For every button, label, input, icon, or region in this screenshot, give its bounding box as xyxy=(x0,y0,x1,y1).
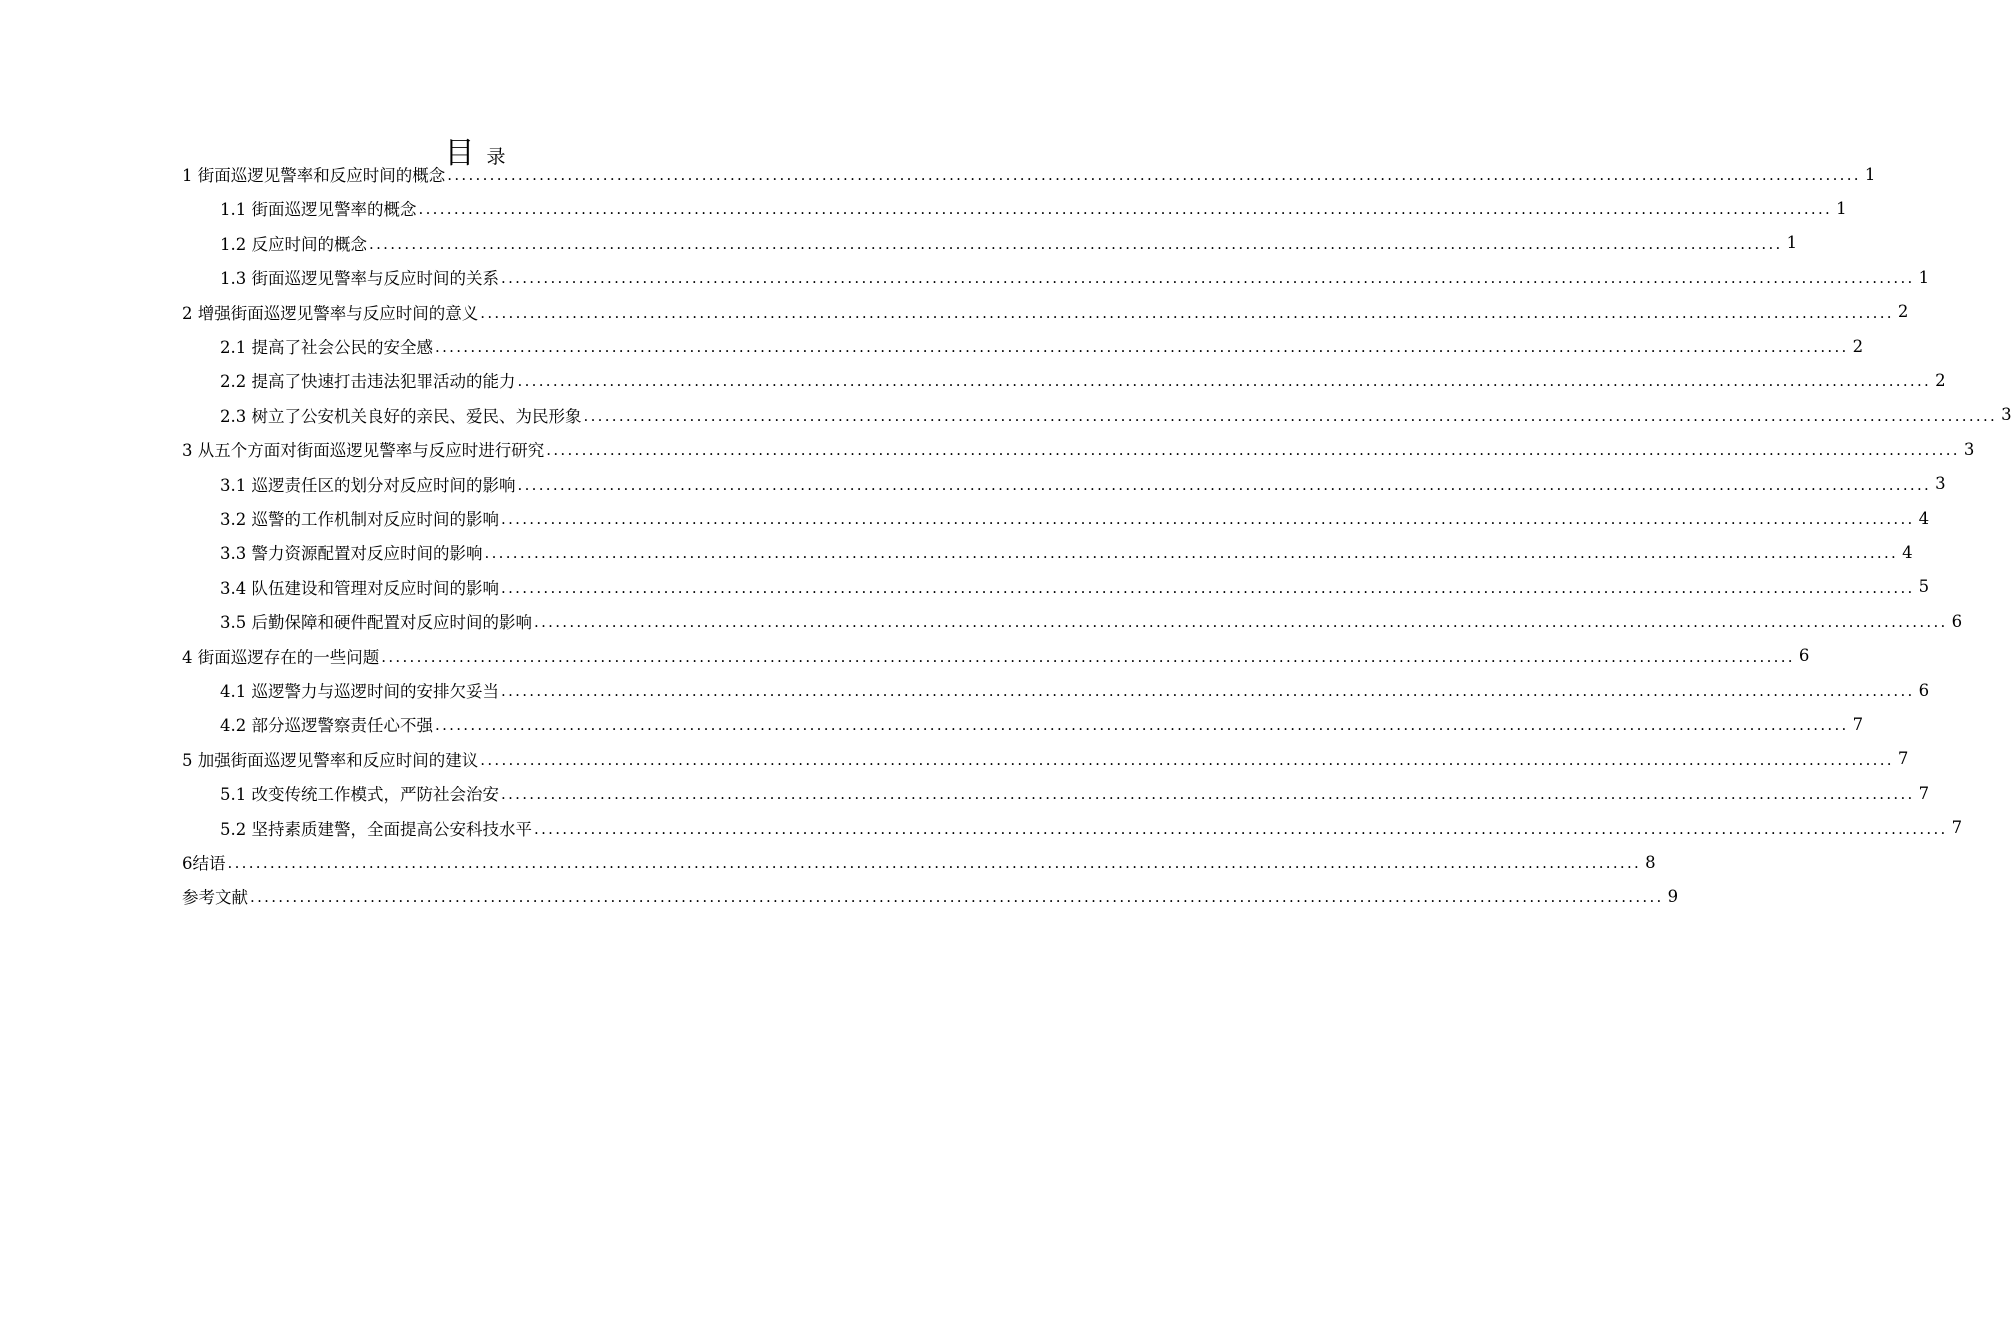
toc-entry-title: 5 加强街面巡逻见警率和反应时间的建议 xyxy=(182,750,479,770)
toc-entry[interactable] xyxy=(220,535,1913,569)
toc-entry-page: 2 xyxy=(1935,370,1946,390)
toc-entry-title: 1.2 反应时间的概念 xyxy=(220,234,367,254)
toc-entry[interactable] xyxy=(220,398,2012,432)
toc-entry-page: 1 xyxy=(1786,233,1798,253)
toc-entry[interactable] xyxy=(220,776,1930,810)
toc-entry[interactable] xyxy=(182,639,1810,673)
toc-entry-title: 3.2 巡警的工作机制对反应时间的影响 xyxy=(220,510,499,529)
toc-entry[interactable] xyxy=(182,432,1975,466)
toc-entry-page: 9 xyxy=(1667,886,1679,906)
toc-entry[interactable] xyxy=(182,742,1909,776)
toc-entry-title: 4.2 部分巡逻警察责任心不强 xyxy=(220,716,433,736)
toc-entry-title: 5.2 坚持素质建警，全面提高公安科技水平 xyxy=(220,819,532,839)
toc-entry[interactable] xyxy=(220,501,1930,535)
toc-dot-leader: ........................................................................................................................................................................................................ xyxy=(250,888,1664,907)
toc-entry-page: 7 xyxy=(1918,783,1930,803)
toc-dot-leader: ........................................................................................................................................................................................................ xyxy=(501,510,1915,528)
toc-dot-leader: ........................................................................................................................................................................................................ xyxy=(480,303,1894,322)
toc-dot-leader: ........................................................................................................................................................................................................ xyxy=(435,338,1849,356)
toc-entry-page: 4 xyxy=(1918,508,1930,528)
toc-entry-title: 参考文献 xyxy=(182,888,248,908)
toc-entry-page: 6 xyxy=(1798,646,1810,666)
toc-dot-leader: ........................................................................................................................................................................................................ xyxy=(435,716,1849,735)
toc-entry-page: 7 xyxy=(1897,749,1909,769)
toc-entry[interactable] xyxy=(220,604,1963,638)
toc-entry-page: 6 xyxy=(1918,680,1930,700)
toc-dot-leader: ........................................................................................................................................................................................................ xyxy=(381,647,1795,666)
toc-entry-title: 1 街面巡逻见警率和反应时间的概念 xyxy=(182,166,446,185)
toc-entry-title: 4 街面巡逻存在的一些问题 xyxy=(182,647,380,667)
toc-dot-leader: ........................................................................................................................................................................................................ xyxy=(447,166,1861,184)
toc-entry[interactable] xyxy=(182,295,1909,329)
toc-entry-page: 1 xyxy=(1918,267,1930,287)
toc-entry-page: 3 xyxy=(1935,474,1946,494)
toc-entry-page: 8 xyxy=(1645,852,1656,872)
toc-dot-leader: ........................................................................................................................................................................................................ xyxy=(227,854,1642,872)
toc-entry-title: 2.2 提高了快速打击违法犯罪活动的能力 xyxy=(220,372,516,392)
toc-entry-title: 3 从五个方面对街面巡逻见警率与反应时进行研究 xyxy=(182,441,545,461)
toc-entry-title: 3.3 警力资源配置对反应时间的影响 xyxy=(220,544,483,564)
toc-entry[interactable] xyxy=(220,329,1864,363)
toc-entry-page: 2 xyxy=(1852,336,1864,356)
toc-entry-page: 4 xyxy=(1902,542,1913,562)
toc-entry[interactable] xyxy=(182,879,1679,913)
toc-entry-title: 2 增强街面巡逻见警率与反应时间的意义 xyxy=(182,303,479,323)
toc-title-sub: 录 xyxy=(486,146,506,168)
toc-entry-title: 1.3 街面巡逻见警率与反应时间的关系 xyxy=(220,269,499,289)
toc-dot-leader: ........................................................................................................................................................................................................ xyxy=(501,269,1915,288)
toc-entry-title: 3.4 队伍建设和管理对反应时间的影响 xyxy=(220,578,499,598)
toc-entry-page: 6 xyxy=(1951,611,1963,631)
toc-entry[interactable] xyxy=(220,570,1930,604)
toc-dot-leader: ........................................................................................................................................................................................................ xyxy=(418,200,1833,219)
toc-entry-page: 2 xyxy=(1897,302,1909,322)
toc-entry-title: 2.3 树立了公安机关良好的亲民、爱民、为民形象 xyxy=(220,406,582,426)
toc-dot-leader: ........................................................................................................................................................................................................ xyxy=(534,613,1948,632)
toc-entry-title: 6结语 xyxy=(182,854,226,873)
toc-dot-leader: ........................................................................................................................................................................................................ xyxy=(517,475,1932,494)
toc-entry-page: 1 xyxy=(1864,164,1876,184)
toc-dot-leader: ........................................................................................................................................................................................................ xyxy=(501,785,1915,804)
toc-entry-title: 1.1 街面巡逻见警率的概念 xyxy=(220,200,417,220)
toc-dot-leader: ........................................................................................................................................................................................................ xyxy=(517,372,1932,391)
toc-entry-page: 3 xyxy=(2001,405,2012,425)
toc-entry[interactable] xyxy=(220,707,1864,741)
toc-entry[interactable] xyxy=(220,363,1946,397)
toc-entry-title: 4.1 巡逻警力与巡逻时间的安排欠妥当 xyxy=(220,682,499,701)
toc-dot-leader: ........................................................................................................................................................................................................ xyxy=(501,578,1915,597)
toc-dot-leader: ........................................................................................................................................................................................................ xyxy=(546,441,1960,460)
toc-entry-title: 2.1 提高了社会公民的安全感 xyxy=(220,338,433,357)
toc-dot-leader: ........................................................................................................................................................................................................ xyxy=(534,819,1948,838)
toc-dot-leader: ........................................................................................................................................................................................................ xyxy=(369,234,1783,253)
toc-entry-page: 1 xyxy=(1836,198,1847,218)
toc-entry[interactable] xyxy=(220,226,1798,260)
toc-entry-page: 7 xyxy=(1852,714,1864,734)
toc-entry[interactable] xyxy=(220,673,1930,707)
toc-entry-title: 3.5 后勤保障和硬件配置对反应时间的影响 xyxy=(220,613,532,633)
toc-dot-leader: ........................................................................................................................................................................................................ xyxy=(484,544,1899,563)
toc-entry[interactable] xyxy=(182,845,1656,879)
toc-entry-page: 5 xyxy=(1918,577,1930,597)
toc-entry[interactable] xyxy=(220,467,1946,501)
toc-title-main: 目 xyxy=(444,136,475,171)
toc-dot-leader: ........................................................................................................................................................................................................ xyxy=(501,682,1915,700)
toc-entry-title: 3.1 巡逻责任区的划分对反应时间的影响 xyxy=(220,475,516,495)
toc-entry-page: 3 xyxy=(1963,439,1975,459)
toc-entry-page: 7 xyxy=(1951,818,1963,838)
toc-entry[interactable] xyxy=(220,191,1847,225)
toc-entry[interactable] xyxy=(220,260,1930,294)
toc-entry-title: 5.1 改变传统工作模式，严防社会治安 xyxy=(220,785,499,805)
toc-entry[interactable] xyxy=(220,811,1963,845)
toc-dot-leader: ........................................................................................................................................................................................................ xyxy=(583,406,1998,425)
toc-dot-leader: ........................................................................................................................................................................................................ xyxy=(480,750,1894,769)
toc-entry[interactable] xyxy=(182,157,1876,191)
